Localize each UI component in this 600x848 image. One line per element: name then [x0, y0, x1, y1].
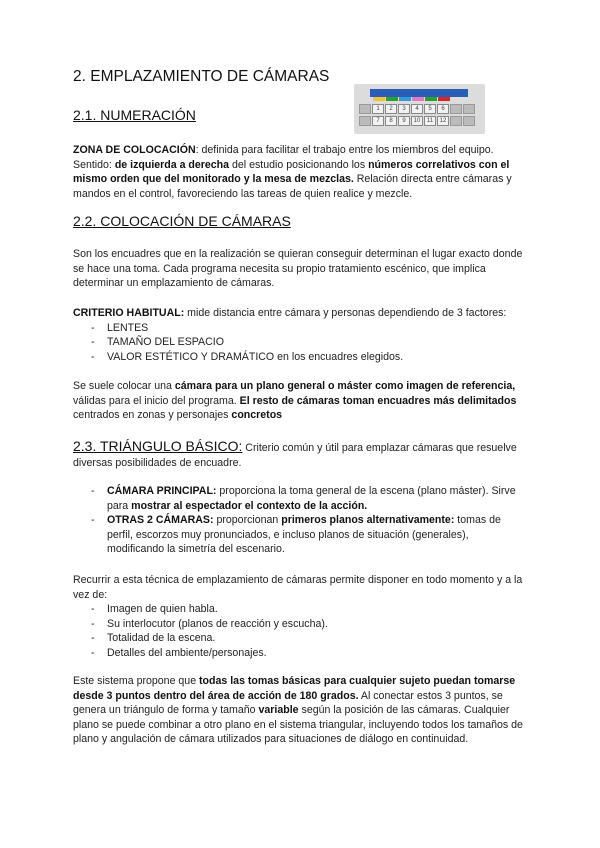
section-2-3-paragraph-2: [73, 573, 528, 661]
text-span: Se suele colocar una: [73, 380, 175, 392]
figure-number-cell: 12: [437, 116, 449, 126]
text-span: del estudio posicionando los: [229, 158, 369, 171]
text-span: Este sistema propone que: [73, 675, 200, 687]
paragraph: Recurrir a esta técnica de emplazamiento de cámaras permite disponer en todo momento y a la vez de:: [73, 574, 523, 601]
text-span: proporciona la toma general de la escena (plano máster). Sirve para: [107, 485, 516, 512]
figure-row-2: [359, 116, 481, 127]
list-item: - TAMAÑO DEL ESPACIO: [73, 335, 533, 350]
figure-number-cell: [463, 116, 475, 126]
coverage-list: [73, 602, 528, 660]
figure-number-cell: [463, 104, 475, 114]
bold-span: de izquierda a derecha: [114, 158, 230, 171]
list-item: - Detalles del ambiente/personajes.: [73, 646, 528, 661]
figure-number-cell: 9: [398, 116, 410, 126]
bold-span: primeros planos alternativamente:: [281, 514, 455, 527]
criteria-block: [73, 306, 533, 364]
figure-top-strip: [370, 89, 468, 97]
bold-span: variable: [258, 704, 299, 717]
figure-number-cell: 8: [385, 116, 397, 126]
text-span: Relación directa entre cámaras y mandos en el control, favoreciendo las tareas de quien realice y mezcle.: [73, 173, 512, 200]
bold-span: CÁMARA PRINCIPAL:: [107, 485, 217, 497]
section-2-2-paragraph-1: [73, 247, 528, 291]
figure-number-cell: [359, 104, 371, 114]
text-span: Criterio común y útil para emplazar cámaras que resuelve diversas posibilidades de encuadre.: [73, 442, 517, 469]
bold-span: mostrar al espectador el contexto de la acción.: [131, 499, 368, 512]
camera-mixer-figure: [354, 84, 485, 134]
text-span: tomas de perfil, escorzos muy pronunciados, e incluso planos de situación (generales), modificando la simetría del escenario.: [107, 514, 501, 556]
bold-span: cámara para un plano general o máster como imagen de referencia,: [174, 380, 516, 392]
bold-span: concretos: [231, 409, 283, 422]
figure-row-1: [359, 104, 481, 115]
list-item: [73, 513, 525, 557]
figure-number-cell: 1: [372, 104, 384, 114]
color-swatch: [412, 97, 424, 101]
section-2-1-heading: 2.1. NUMERACIÓN: [73, 107, 196, 123]
section-2-2-heading-wrap: [73, 214, 533, 229]
page-title: 2. EMPLAZAMIENTO DE CÁMARAS: [73, 68, 330, 85]
figure-number-cell: 3: [398, 104, 410, 114]
text-span: mide distancia entre cámara y personas dependiendo de 3 factores:: [184, 307, 507, 319]
figure-number-cell: 10: [411, 116, 423, 126]
zone-label: ZONA DE COLOCACIÓN: [73, 144, 196, 156]
figure-number-cell: 5: [424, 104, 436, 114]
color-swatch: [438, 97, 450, 101]
section-2-2-paragraph-3: [73, 379, 525, 423]
factor-list: [73, 321, 533, 365]
bold-span: todas las tomas básicas para cualquier sujeto puedan tomarse desde 3 puntos dentro del área de acción de 180 grados.: [73, 675, 516, 702]
bold-span: OTRAS 2 CÁMARAS:: [107, 514, 214, 527]
text-span: según la posición de las cámaras. Cualquier plano se puede combinar a otro plano en el sistema triangular, incluyendo todos los tamaños de plano y angulación de cámara utilizados para situaciones de diálogo en continuidad.: [73, 704, 523, 746]
camera-list: [73, 484, 525, 557]
section-2-3-paragraph-3: [73, 674, 528, 747]
list-item: - LENTES: [73, 321, 533, 336]
text-span: : definida para facilitar el trabajo entre los miembros del equipo. Sentido:: [73, 144, 494, 171]
color-swatch: [425, 97, 437, 101]
figure-number-cell: [450, 104, 462, 114]
list-item: [73, 484, 525, 513]
section-2-2-heading: 2.2. COLOCACIÓN DE CÁMARAS: [73, 213, 291, 229]
color-swatch: [386, 97, 398, 101]
text-span: proporcionan: [213, 514, 282, 527]
bold-span: números correlativos con el mismo orden que del monitorado y la mesa de mezclas.: [73, 158, 510, 186]
figure-number-cell: 7: [372, 116, 384, 126]
figure-number-cell: 2: [385, 104, 397, 114]
section-2-1-paragraph: [73, 143, 525, 201]
list-item: - Su interlocutor (planos de reacción y escucha).: [73, 617, 528, 632]
text-span: Al conectar estos 3 puntos, se genera un triángulo de forma y tamaño: [73, 689, 503, 717]
paragraph: Son los encuadres que en la realización se quieran conseguir determinan el lugar exacto donde se hace una toma. Cada programa necesita su propio tratamiento escénico, que implica determinar un emplazamiento de cámaras.: [73, 248, 523, 290]
section-2-3-heading: 2.3. TRIÁNGULO BÁSICO:: [73, 438, 243, 454]
figure-number-cell: [359, 116, 371, 126]
figure-number-cell: [450, 116, 462, 126]
list-item: - Totalidad de la escena.: [73, 631, 528, 646]
figure-color-bar: [373, 97, 451, 101]
list-item: - Imagen de quien habla.: [73, 602, 528, 617]
text-span: válidas para el inicio del programa.: [73, 394, 240, 407]
section-2-3-intro: [73, 439, 528, 470]
text-span: centrados en zonas y personajes: [73, 409, 232, 422]
bold-span: El resto de cámaras toman encuadres más delimitados: [239, 394, 517, 407]
figure-number-grid: [359, 104, 481, 128]
list-item: - VALOR ESTÉTICO Y DRAMÁTICO en los encuadres elegidos.: [73, 350, 533, 365]
color-swatch: [373, 97, 385, 101]
figure-number-cell: 4: [411, 104, 423, 114]
figure-number-cell: 6: [437, 104, 449, 114]
figure-number-cell: 11: [424, 116, 436, 126]
criteria-label: CRITERIO HABITUAL:: [73, 307, 185, 319]
color-swatch: [399, 97, 411, 101]
